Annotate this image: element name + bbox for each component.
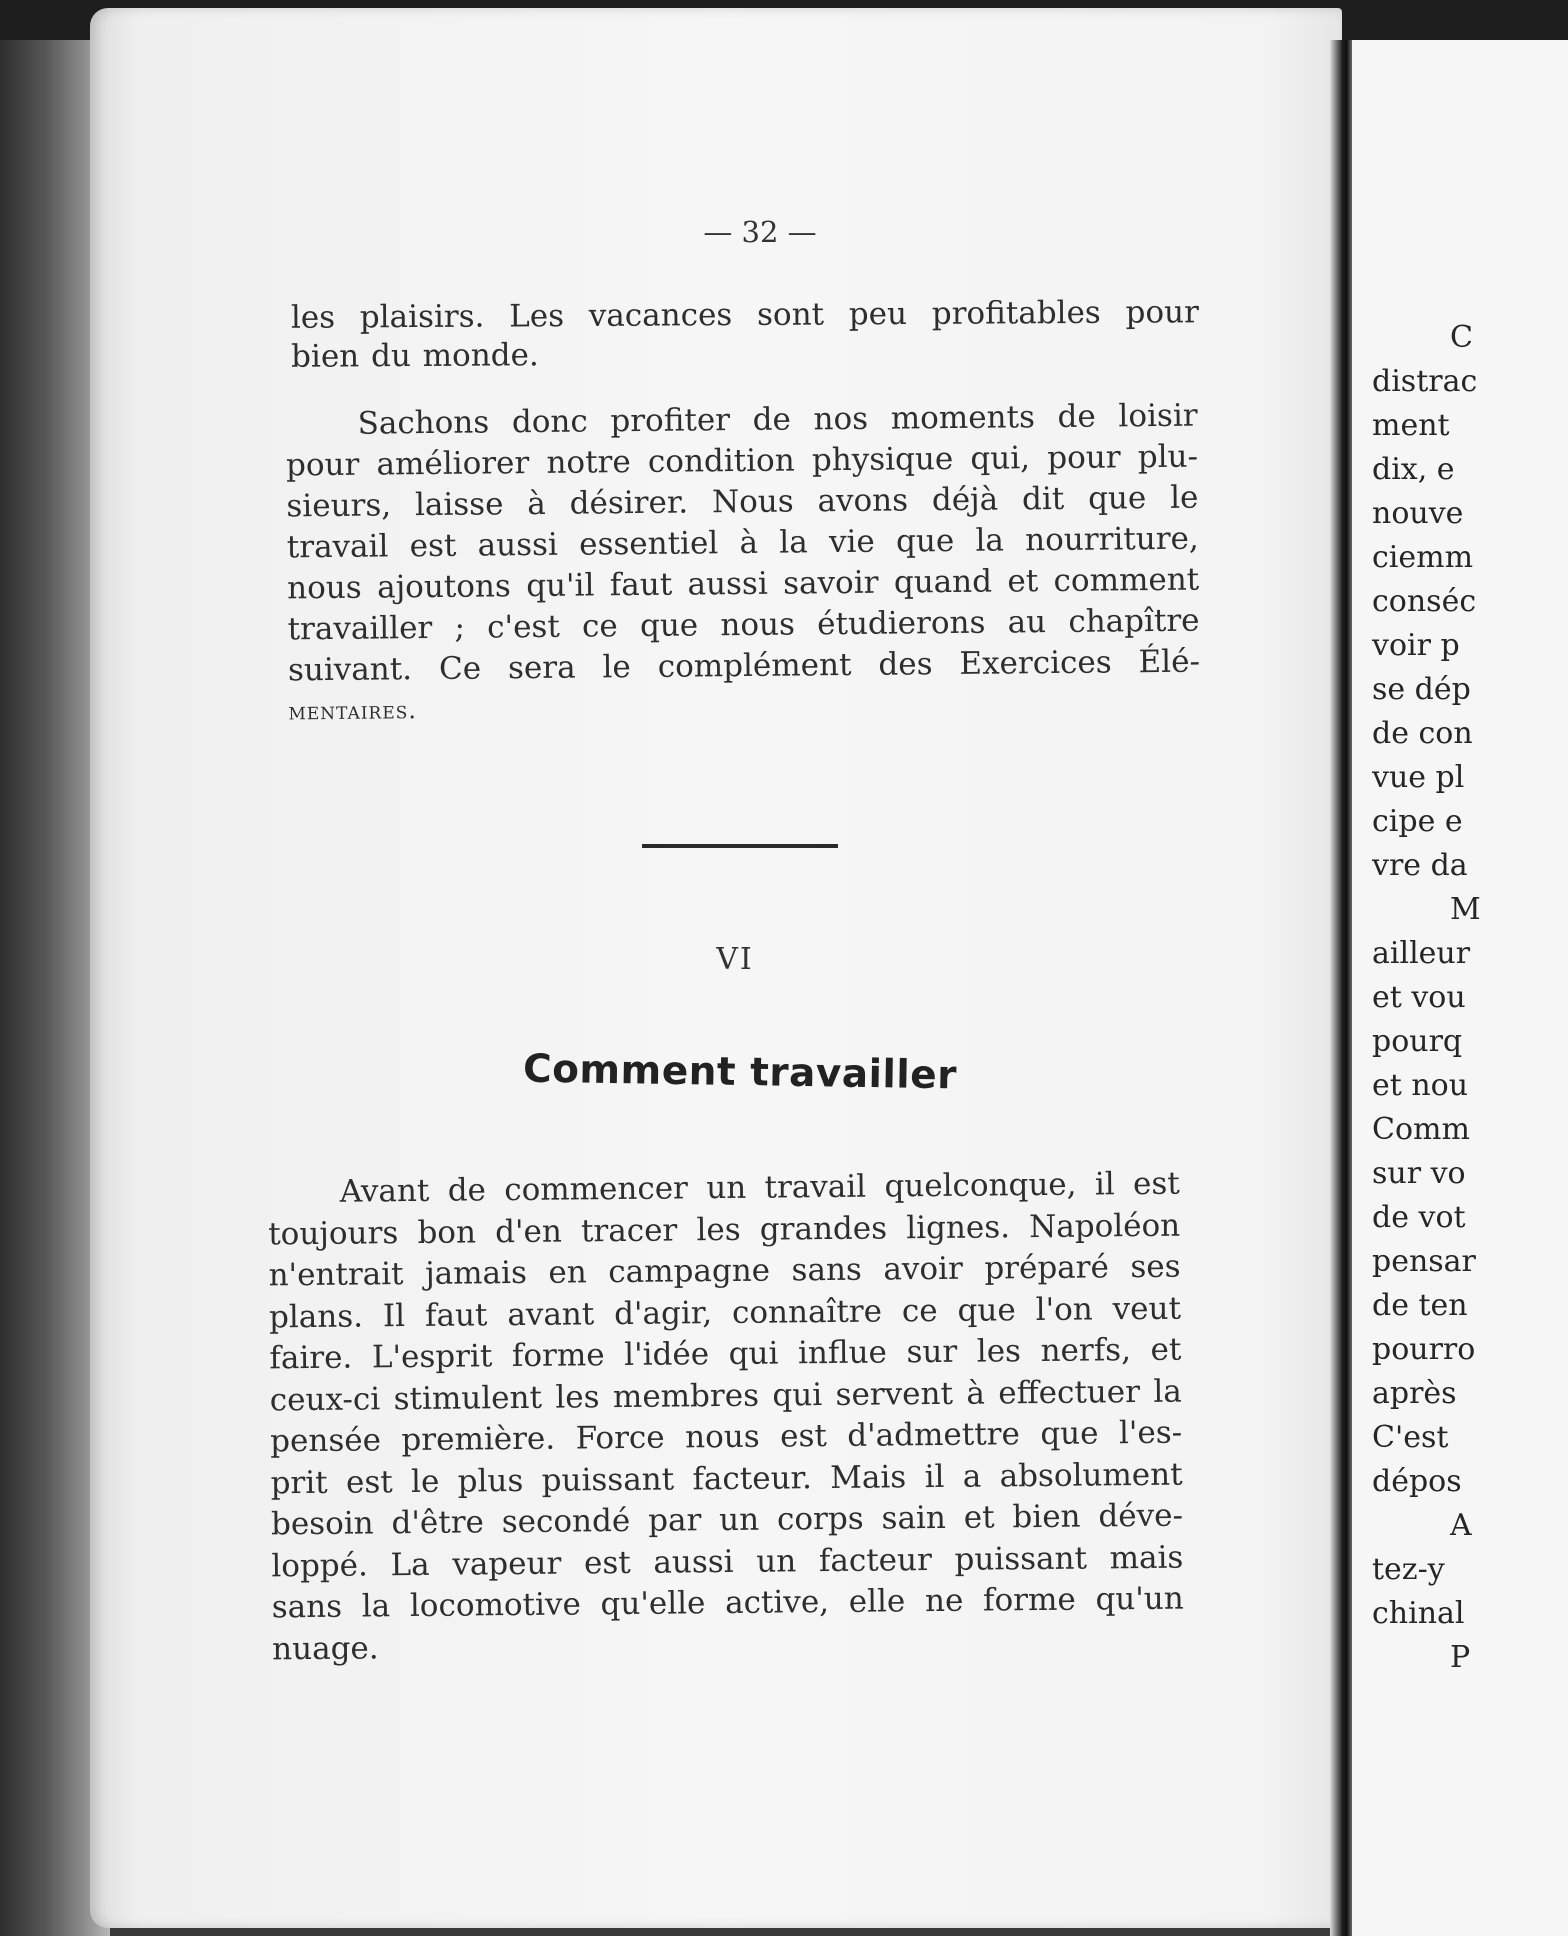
chapter-number: VI bbox=[716, 942, 754, 977]
text-fragment: dépos bbox=[1372, 1464, 1462, 1499]
text-fragment: A bbox=[1450, 1508, 1472, 1543]
text-fragment: ment bbox=[1372, 408, 1450, 443]
text-fragment: et nou bbox=[1372, 1068, 1469, 1103]
text-fragment: voir p bbox=[1372, 628, 1460, 663]
section-divider bbox=[642, 844, 838, 848]
text-line: prit est le plus puissant facteur. Mais il a absolument bbox=[270, 1456, 1183, 1501]
text-fragment: et vou bbox=[1372, 980, 1466, 1015]
text-fragment: Comm bbox=[1372, 1112, 1470, 1147]
text-fragment: dix, e bbox=[1372, 452, 1455, 487]
text-fragment: conséc bbox=[1372, 584, 1477, 619]
text-line: n'entrait jamais en campagne sans avoir préparé ses bbox=[268, 1248, 1181, 1294]
text-line: sieurs, laisse à désirer. Nous avons déjà dit que le bbox=[286, 479, 1199, 525]
text-line: nous ajoutons qu'il faut aussi savoir quand et comment bbox=[287, 561, 1200, 607]
text-line: ceux-ci stimulent les membres qui servent à effectuer la bbox=[269, 1373, 1182, 1418]
paragraph-leisure bbox=[285, 396, 1200, 733]
text-fragment: sur vo bbox=[1372, 1156, 1466, 1191]
chapter-title: Comment travailler bbox=[522, 1046, 958, 1099]
text-fragment: après bbox=[1372, 1376, 1457, 1411]
text-fragment: vue pl bbox=[1372, 760, 1465, 795]
text-line: toujours bon d'en tracer les grandes lignes. Napoléon bbox=[268, 1207, 1181, 1252]
text-fragment: distrac bbox=[1372, 364, 1478, 399]
text-fragment: se dép bbox=[1372, 672, 1471, 707]
text-fragment: de vot bbox=[1372, 1200, 1466, 1235]
text-line: travail est aussi essentiel à la vie que la nourriture, bbox=[286, 520, 1199, 566]
text-line: pour améliorer notre condition physique qui, pour plu- bbox=[285, 438, 1199, 484]
text-fragment: tez-y bbox=[1372, 1552, 1445, 1587]
paragraph-chapter-body bbox=[268, 1164, 1185, 1671]
text-fragment: C'est bbox=[1372, 1420, 1449, 1455]
text-line: Sachons donc profiter de nos moments de loisir bbox=[357, 397, 1198, 442]
text-line: travailler ; c'est ce que nous étudierons au chapître bbox=[287, 602, 1200, 648]
text-fragment: pensar bbox=[1372, 1244, 1476, 1279]
text-line: faire. L'esprit forme l'idée qui influe sur les nerfs, et bbox=[269, 1331, 1182, 1377]
text-line: loppé. La vapeur est aussi un facteur puissant mais bbox=[271, 1539, 1184, 1584]
text-line: besoin d'être secondé par un corps sain et bien déve- bbox=[270, 1497, 1184, 1543]
text-line: Avant de commencer un travail quelconque, il est bbox=[339, 1165, 1180, 1210]
text-fragment: M bbox=[1450, 892, 1481, 927]
right-page bbox=[1352, 40, 1568, 1936]
text-line: mentaires. bbox=[288, 696, 418, 726]
text-line: plans. Il faut avant d'agir, connaître ce que l'on veut bbox=[268, 1290, 1182, 1335]
page-number: — 32 — bbox=[703, 215, 817, 249]
text-fragment: nouve bbox=[1372, 496, 1464, 531]
text-fragment: vre da bbox=[1372, 848, 1468, 883]
text-fragment: pourq bbox=[1372, 1024, 1463, 1059]
text-fragment: chinal bbox=[1372, 1596, 1465, 1631]
text-line: nuage. bbox=[272, 1629, 379, 1667]
text-fragment: de con bbox=[1372, 716, 1473, 751]
text-fragment: de ten bbox=[1372, 1288, 1468, 1323]
text-line: sans la locomotive qu'elle active, elle ne forme qu'un bbox=[271, 1580, 1184, 1626]
text-fragment: ciemm bbox=[1372, 540, 1474, 575]
text-line: les plaisirs. Les vacances sont peu profitables pour bbox=[290, 294, 1199, 336]
text-fragment: C bbox=[1450, 320, 1473, 355]
text-fragment: ailleur bbox=[1372, 936, 1471, 971]
paragraph-continuation bbox=[291, 293, 1199, 377]
text-line: pensée première. Force nous est d'admettre que l'es- bbox=[270, 1414, 1183, 1460]
text-line: bien du monde. bbox=[291, 337, 539, 375]
text-fragment: P bbox=[1450, 1640, 1471, 1675]
text-fragment: cipe e bbox=[1372, 804, 1463, 839]
text-line: suivant. Ce sera le complément des Exercices Élé- bbox=[287, 643, 1201, 689]
text-fragment: pourro bbox=[1372, 1332, 1476, 1367]
